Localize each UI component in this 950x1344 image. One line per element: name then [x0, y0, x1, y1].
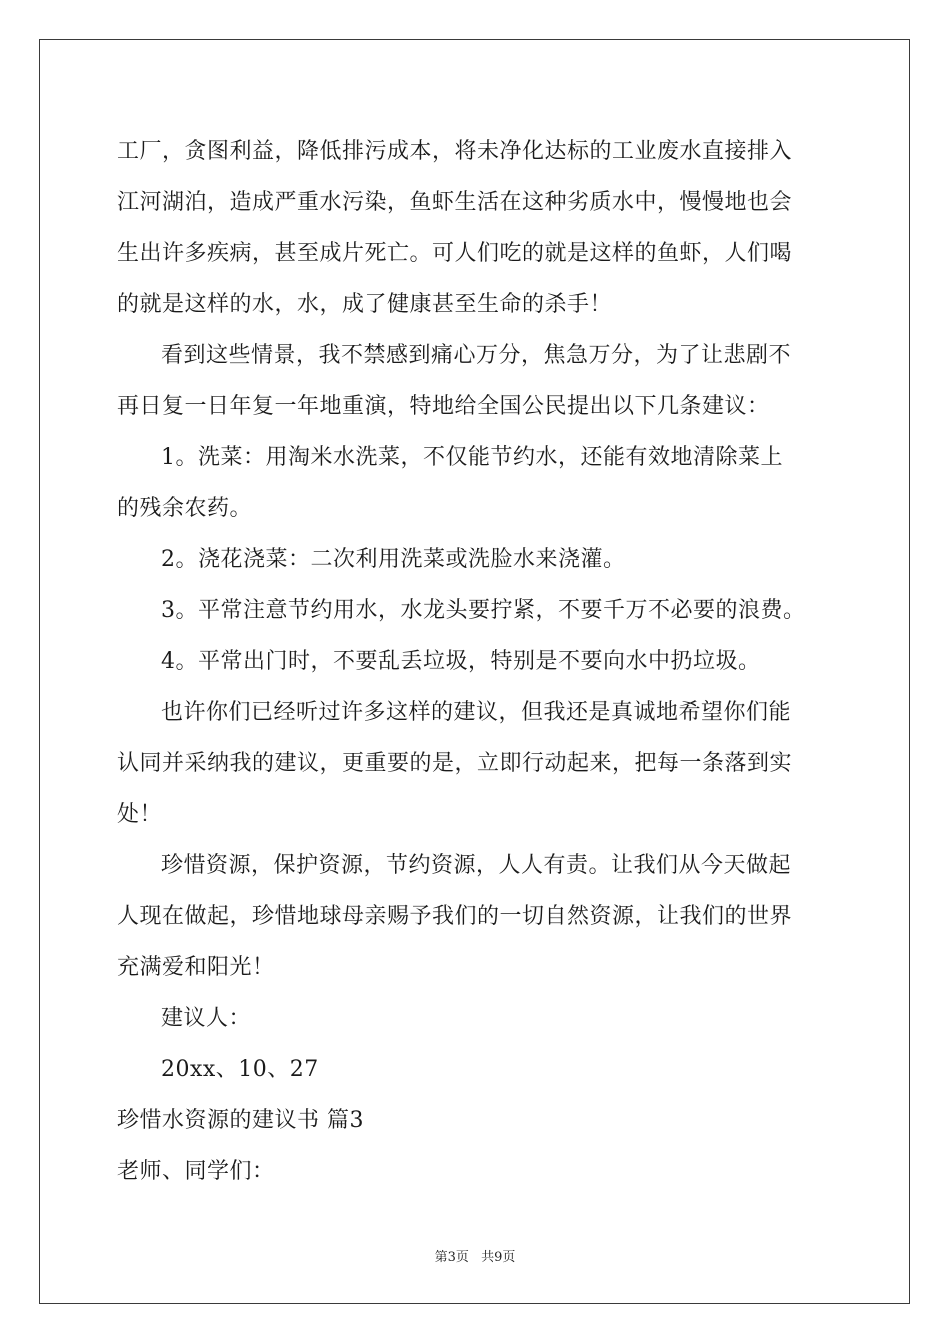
page-footer [0, 1246, 950, 1265]
text-line: 江河湖泊，造成严重水污染，鱼虾生活在这种劣质水中，慢慢地也会 [117, 190, 793, 215]
text-line: 再日复一日年复一年地重演，特地给全国公民提出以下几条建议： [117, 394, 770, 419]
paragraph [117, 993, 837, 1044]
paragraph [117, 1146, 837, 1197]
text-line: 3。平常注意节约用水，水龙头要拧紧，不要千万不必要的浪费。 [161, 598, 806, 623]
text-line: 也许你们已经听过许多这样的建议，但我还是真诚地希望你们能 [161, 700, 792, 725]
text-line: 的就是这样的水，水，成了健康甚至生命的杀手！ [117, 292, 613, 317]
paragraph [117, 534, 837, 585]
text-line: 充满爱和阳光！ [117, 955, 275, 980]
paragraph [117, 126, 837, 330]
paragraph [117, 1095, 837, 1146]
text-line: 1。洗菜：用淘米水洗菜，不仅能节约水，还能有效地清除菜上 [161, 445, 783, 470]
text-line: 人现在做起，珍惜地球母亲赐予我们的一切自然资源，让我们的世界 [117, 904, 793, 929]
text-line: 认同并采纳我的建议，更重要的是，立即行动起来，把每一条落到实 [117, 751, 793, 776]
text-line: 生出许多疾病，甚至成片死亡。可人们吃的就是这样的鱼虾，人们喝 [117, 241, 793, 266]
page-number: 第3页 [434, 1250, 469, 1265]
paragraph [117, 330, 837, 432]
text-line: 2。浇花浇菜：二次利用洗菜或洗脸水来浇灌。 [161, 547, 626, 572]
section-heading: 珍惜水资源的建议书 篇3 [117, 1108, 364, 1133]
text-line: 看到这些情景，我不禁感到痛心万分，焦急万分，为了让悲剧不 [161, 343, 792, 368]
paragraph [117, 585, 837, 636]
text-line: 的残余农药。 [117, 496, 253, 521]
salutation: 老师、同学们： [117, 1159, 275, 1184]
text-line: 4。平常出门时，不要乱丢垃圾，特别是不要向水中扔垃圾。 [161, 649, 761, 674]
paragraph [117, 1044, 837, 1095]
paragraph [117, 636, 837, 687]
paragraph [117, 840, 837, 993]
paragraph [117, 432, 837, 534]
page-total: 共9页 [481, 1250, 516, 1265]
text-line: 处！ [117, 802, 163, 827]
document-body [117, 126, 837, 1197]
text-line: 珍惜资源，保护资源，节约资源，人人有责。让我们从今天做起 [161, 853, 792, 878]
text-line: 工厂，贪图利益，降低排污成本，将未净化达标的工业废水直接排入 [117, 139, 793, 164]
date-line: 20xx、10、27 [161, 1057, 319, 1082]
paragraph [117, 687, 837, 840]
signature-label: 建议人： [161, 1006, 252, 1031]
